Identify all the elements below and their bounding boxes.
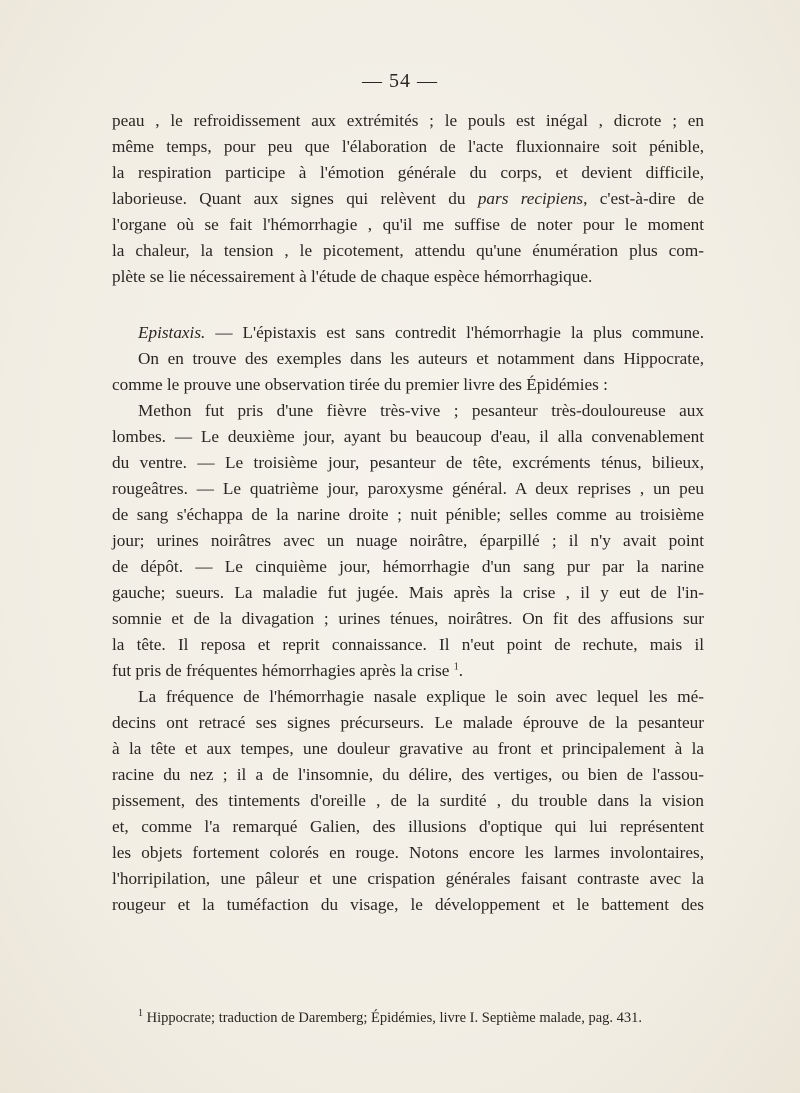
text-line: et, comme l'a remarqué Galien, des illusions d'optique qui lui représentent <box>112 817 704 836</box>
text-line: la respiration participe à l'émotion générale du corps, et devient difficile, <box>112 163 704 182</box>
text-line: La fréquence de l'hémorrhagie nasale explique le soin avec lequel les mé- <box>138 687 704 706</box>
text-line: l'horripilation, une pâleur et une crispation générales faisant contraste avec la <box>112 869 704 888</box>
text-line: de sang s'échappa de la narine droite ; nuit pénible; selles comme au troisième <box>112 505 704 524</box>
text-line <box>112 320 704 346</box>
text-line: racine du nez ; il a de l'insomnie, du délire, des vertiges, ou bien de l'assou- <box>112 765 704 784</box>
text-line: Methon fut pris d'une fièvre très-vive ; pesanteur très-douloureuse aux <box>138 401 704 420</box>
text-line: de dépôt. — Le cinquième jour, hémorrhagie d'un sang pur par la narine <box>112 557 704 576</box>
footnote-marker: 1 <box>138 1008 143 1020</box>
text-line: à la tête et aux tempes, une douleur gravative au front et principalement à la <box>112 739 704 758</box>
text-line: comme le prouve une observation tirée du premier livre des Épidémies : <box>112 375 608 394</box>
latin-phrase: pars recipiens <box>477 189 584 208</box>
text-line: rougeâtres. — Le quatrième jour, paroxysme général. A deux reprises , un peu <box>112 479 704 498</box>
text-line: On en trouve des exemples dans les auteurs et notamment dans Hippocrate, <box>138 349 704 368</box>
text-line: gauche; sueurs. La maladie fut jugée. Mais après la crise , il y eut de l'in- <box>112 583 704 602</box>
text-line <box>112 186 704 212</box>
text-line: decins ont retracé ses signes précurseurs. Le malade éprouve de la pesanteur <box>112 713 704 732</box>
section-term: Epistaxis. <box>138 323 206 342</box>
text-line: l'organe où se fait l'hémorrhagie , qu'il me suffise de noter pour le moment <box>112 215 704 234</box>
text-segment: fut pris de fréquentes hémorrhagies après la crise <box>112 661 450 680</box>
text-line: fut pris de fréquentes hémorrhagies après la crise $^1$. <box>112 661 463 680</box>
footnote-text: Hippocrate; traduction de Daremberg; Épidémies, livre I. Septième malade, pag. 431. <box>143 1010 643 1026</box>
footnote-reference: 1 <box>453 661 459 673</box>
text-line: peau , le refroidissement aux extrémités ; le pouls est inégal , dicrote ; en <box>112 111 704 130</box>
text-segment: — L'épistaxis est sans contredit l'hémorrhagie la plus commune. <box>205 323 704 342</box>
text-segment: , c'est-à-dire de <box>583 189 704 208</box>
body-text <box>112 108 704 918</box>
text-line: plète se lie nécessairement à l'étude de chaque espèce hémorrhagique. <box>112 267 593 286</box>
text-line: lombes. — Le deuxième jour, ayant bu beaucoup d'eau, il alla convenablement <box>112 427 704 446</box>
text-line: la tête. Il reposa et reprit connaissance. Il n'eut point de rechute, mais il <box>112 635 704 654</box>
page-number: — 54 — <box>362 70 438 92</box>
text-line: même temps, pour peu que l'élaboration de l'acte fluxionnaire soit pénible, <box>112 137 704 156</box>
text-segment: laborieuse. Quant aux signes qui relèvent du <box>112 189 466 208</box>
text-line: jour; urines noirâtres avec un nuage noirâtre, éparpillé ; il n'y avait point <box>112 531 704 550</box>
text-line: pissement, des tintements d'oreille , de la surdité , du trouble dans la vision <box>112 791 704 810</box>
text-line: somnie et de la divagation ; urines ténues, noirâtres. On fit des affusions sur <box>112 609 704 628</box>
text-line: rougeur et la tuméfaction du visage, le développement et le battement des <box>112 895 704 914</box>
text-line: les objets fortement colorés en rouge. Notons encore les larmes involontaires, <box>112 843 704 862</box>
text-line: du ventre. — Le troisième jour, pesanteur de tête, excréments ténus, bilieux, <box>112 453 704 472</box>
paragraph-gap <box>112 290 704 320</box>
text-line: la chaleur, la tension , le picotement, attendu qu'une énumération plus com- <box>112 241 704 260</box>
footnote <box>112 1008 704 1028</box>
